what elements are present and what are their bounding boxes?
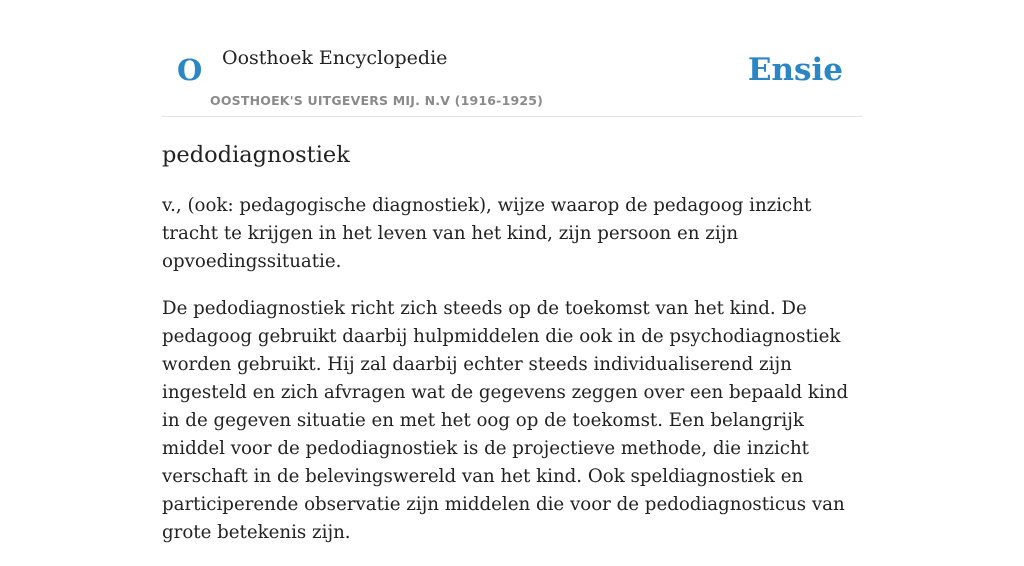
article-title: pedodiagnostiek bbox=[162, 142, 350, 168]
article-paragraph: v., (ook: pedagogische diagnostiek), wijze waarop de pedagoog inzicht tracht te krijgen in het leven van het kind, zijn persoon en zijn opvoedingssituatie. bbox=[162, 195, 812, 272]
ensie-brand-logo[interactable]: Ensie bbox=[747, 52, 843, 88]
source-publisher: OOSTHOEK'S UITGEVERS MIJ. N.V (1916-1925) bbox=[210, 93, 544, 108]
encyclopedia-logo-icon[interactable]: O bbox=[177, 53, 203, 87]
page bbox=[162, 0, 862, 543]
article-body bbox=[162, 192, 862, 566]
header bbox=[162, 0, 862, 117]
source-title[interactable]: Oosthoek Encyclopedie bbox=[222, 47, 448, 69]
article-paragraph: De pedodiagnostiek richt zich steeds op de toekomst van het kind. De pedagoog gebruikt daarbij hulpmiddelen die ook in de psychodiagnostiek worden gebruikt. Hij zal daarbij echter steeds individualiserend zijn ingesteld en zich afvragen wat de gegevens zeggen over een bepaald kind in de gegeven situatie en met het oog op de toekomst. Een belangrijk middel voor de pedodiagnostiek is de projectieve methode, die inzicht verschaft in de belevingswereld van het kind. Ook speldiagnostiek en participerende observatie zijn middelen die voor de pedodiagnosticus van grote betekenis zijn. bbox=[162, 298, 849, 543]
